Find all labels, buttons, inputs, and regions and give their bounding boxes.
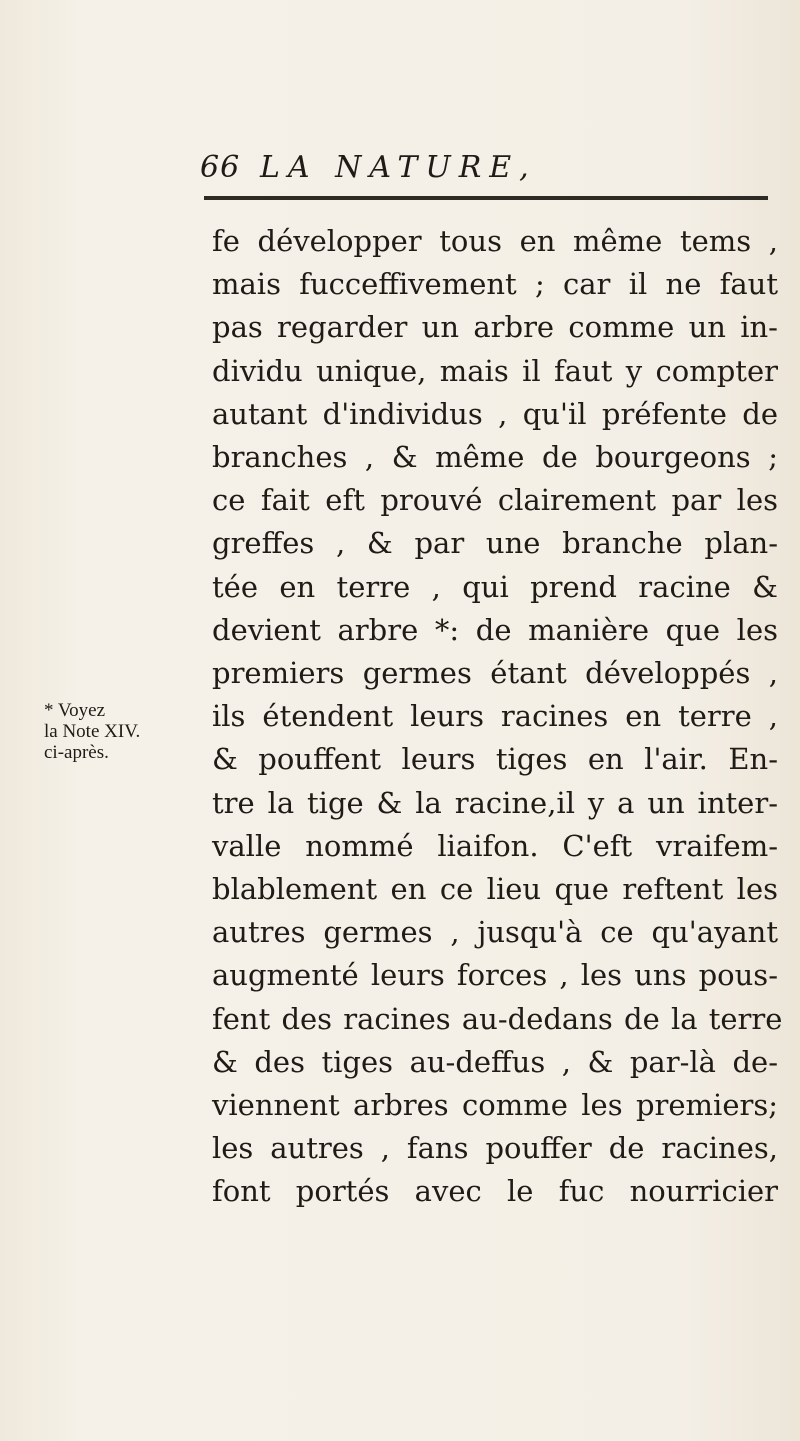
- text-line: augmenté leurs forces , les uns pous-: [212, 958, 778, 993]
- body-text: [212, 220, 783, 1214]
- page-header: [200, 150, 770, 190]
- text-line: mais fucceffivement ; car il ne faut: [212, 267, 778, 302]
- text-line: les autres , fans pouffer de racines,: [212, 1131, 778, 1166]
- text-line: viennent arbres comme les premiers;: [212, 1088, 778, 1123]
- running-title: LA NATURE,: [260, 150, 537, 185]
- text-line: fe développer tous en même tems ,: [212, 224, 778, 258]
- text-line: autres germes , jusqu'à ce qu'ayant: [212, 915, 778, 950]
- text-line: dividu unique, mais il faut y compter: [212, 353, 778, 388]
- margin-note-line: ci-après.: [44, 742, 109, 763]
- text-line: branches , & même de bourgeons ;: [212, 440, 778, 475]
- text-line: tre la tige & la racine,il y a un inter-: [212, 785, 778, 820]
- text-line: ils étendent leurs racines en terre ,: [212, 699, 778, 734]
- page-number: 66: [200, 150, 241, 185]
- header-rule: [204, 196, 768, 200]
- text-line: tée en terre , qui prend racine &: [212, 569, 778, 604]
- text-line: premiers germes étant développés ,: [212, 656, 778, 691]
- margin-note: [44, 700, 199, 763]
- text-line: ce fait eft prouvé clairement par les: [212, 483, 778, 518]
- text-line: greffes , & par une branche plan-: [212, 526, 778, 561]
- text-line: fent des racines au-dedans de la terre: [212, 1001, 783, 1036]
- text-line: font portés avec le fuc nourricier: [212, 1174, 778, 1209]
- text-line: devient arbre *: de manière que les: [212, 612, 778, 647]
- text-line: valle nommé liaifon. C'eft vraifem-: [212, 828, 778, 863]
- text-line: & pouffent leurs tiges en l'air. En-: [212, 742, 778, 777]
- text-line: & des tiges au-deffus , & par-là de-: [212, 1044, 778, 1079]
- margin-note-line: la Note XIV.: [44, 721, 141, 742]
- text-line: autant d'individus , qu'il préfente de: [212, 396, 778, 431]
- text-line: blablement en ce lieu que reftent les: [212, 872, 778, 907]
- margin-note-line: * Voyez: [44, 700, 106, 721]
- text-line: pas regarder un arbre comme un in-: [212, 310, 778, 345]
